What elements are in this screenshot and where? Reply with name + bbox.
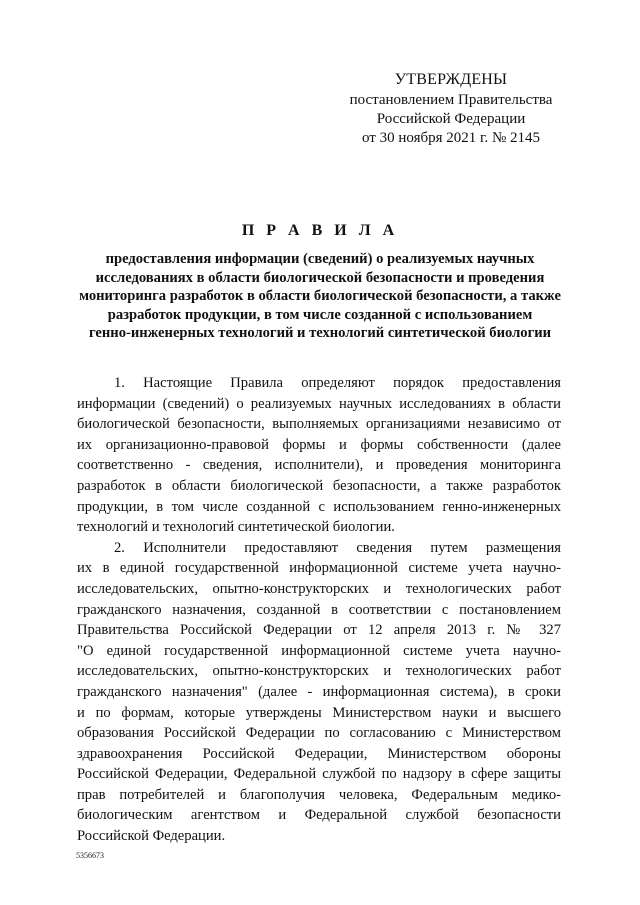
paragraph-line: информации (сведений) о реализуемых научных исследованиях в области [77,395,561,412]
paragraph-line: биологической безопасности, выполняемых организациями независимо от [77,416,561,433]
paragraph-line: гражданского назначения" (далее - информационная система), в сроки [77,683,561,700]
approval-line-3: от 30 ноября 2021 г. № 2145 [361,130,541,146]
subtitle-line: мониторинга разработок в области биологической безопасности, а также [79,288,561,305]
document-code: 5356673 [76,851,104,860]
paragraph-line: биологическим агентством и Федеральной службой безопасности [77,807,561,824]
subtitle-line: исследованиях в области биологической безопасности и проведения [95,269,545,286]
paragraph-line: их в единой государственной информационной системе учета научно- [77,560,561,577]
paragraph-2 [77,538,561,847]
document-subtitle [60,250,580,343]
approval-line-1: постановлением Правительства [349,92,553,108]
paragraph-line: и по формам, которые утверждены Министерством науки и высшего [77,704,561,721]
paragraph-line: исследовательских, опытно-конструкторских и технологических работ [77,580,561,597]
paragraph-line: Российской Федерации. [77,828,226,845]
paragraph-line: 1. Настоящие Правила определяют порядок предоставления [114,375,561,391]
paragraph-line: Российской Федерации, Федеральной службой по надзору в сфере защиты [77,766,561,783]
paragraph-line: образования Российской Федерации по согласованию с Министерством [77,725,561,742]
paragraph-1 [77,373,561,538]
subtitle-line: предоставления информации (сведений) о реализуемых научных [105,251,535,267]
subtitle-line: генно-инженерных технологий и технологий синтетической биологии [88,325,552,342]
paragraph-line: 2. Исполнители предоставляют сведения путем размещения [114,539,561,556]
paragraph-line: исследовательских, опытно-конструкторских и технологических работ [77,663,561,680]
paragraph-line: разработок в области биологической безопасности, а также разработок [77,477,561,494]
paragraph-line: гражданского назначения, созданной в соответствии с постановлением [77,601,561,618]
paragraph-line: их организационно-правовой формы и формы собственности (далее [77,436,561,453]
approval-line-2: Российской Федерации [376,111,526,127]
paragraph-line: "О единой государственной информационной системе учета научно- [77,642,561,659]
subtitle-line: разработок продукции, в том числе созданной с использованием [107,306,533,323]
paragraph-line: прав потребителей и благополучия человека, Федеральным медико- [77,786,561,803]
document-title: П Р А В И Л А [241,222,399,239]
document-body [77,373,561,847]
approval-heading: УТВЕРЖДЕНЫ [394,71,508,88]
paragraph-line: технологий и технологий синтетической биологии. [77,519,395,536]
approval-block [335,70,567,148]
paragraph-line: соответственно - сведения, исполнители), и проведения мониторинга [77,457,561,474]
paragraph-line: продукции, в том числе созданной с использованием генно-инженерных [77,498,561,515]
paragraph-line: здравоохранения Российской Федерации, Министерством обороны [77,745,561,762]
paragraph-line: Правительства Российской Федерации от 12 апреля 2013 г. № 327 [77,622,561,639]
